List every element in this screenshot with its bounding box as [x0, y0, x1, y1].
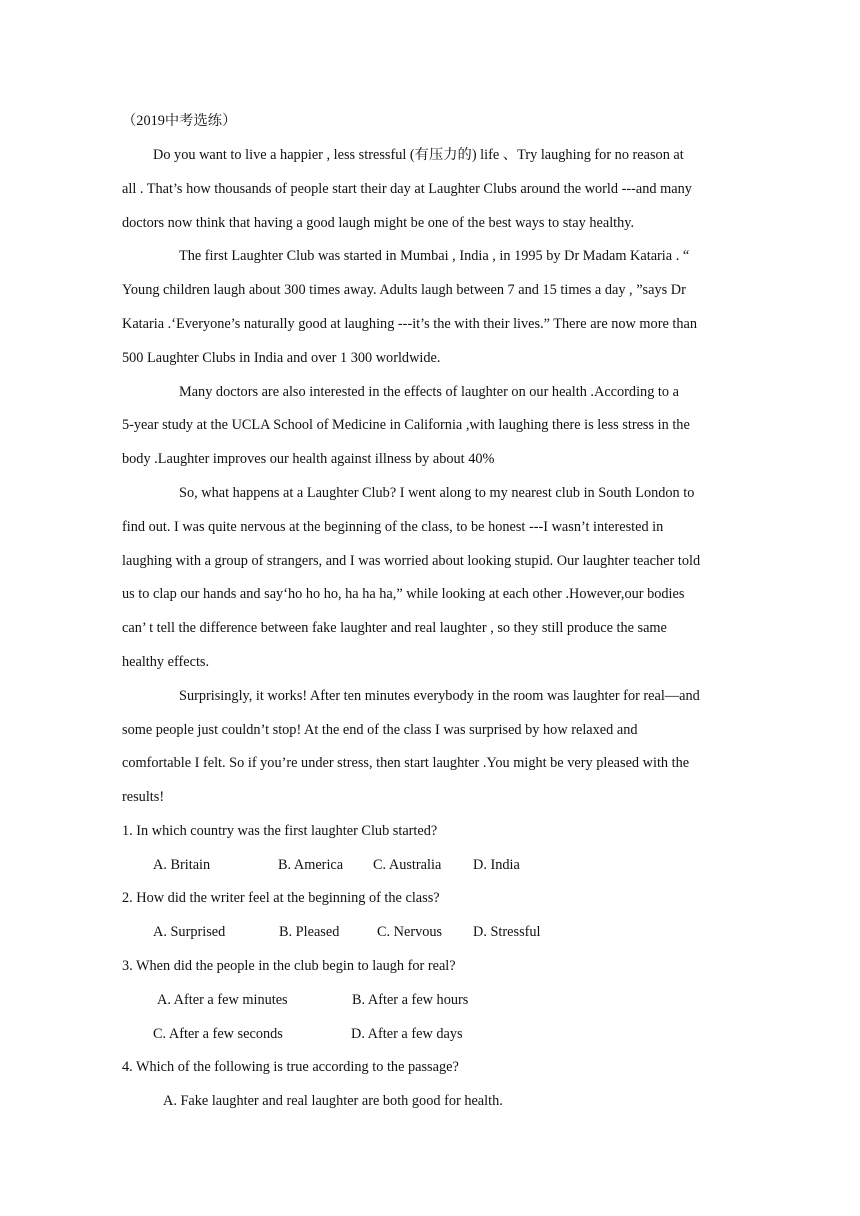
passage-line: some people just couldn’t stop! At the end of the class I was surprised by how relaxed and [122, 722, 638, 738]
passage-line: all . That’s how thousands of people start their day at Laughter Clubs around the world ---and many [122, 181, 692, 197]
option-d: D. Stressful [473, 924, 541, 940]
passage-line: doctors now think that having a good laugh might be one of the best ways to stay healthy. [122, 215, 635, 231]
option-a: A. Fake laughter and real laughter are both good for health. [163, 1093, 503, 1109]
option-a: A. After a few minutes [157, 992, 288, 1008]
passage-line: body .Laughter improves our health against illness by about 40% [122, 451, 495, 467]
passage-line: Surprisingly, it works! After ten minutes everybody in the room was laughter for real—and [179, 688, 700, 704]
option-d: D. India [473, 857, 520, 873]
passage-line: 500 Laughter Clubs in India and over 1 300 worldwide. [122, 350, 441, 366]
passage-line: So, what happens at a Laughter Club? I went along to my nearest club in South London to [179, 485, 695, 501]
option-a: A. Britain [153, 857, 211, 873]
passage-line: The first Laughter Club was started in Mumbai , India , in 1995 by Dr Madam Kataria . “ [179, 248, 690, 264]
option-b: B. After a few hours [352, 992, 469, 1008]
option-c: C. Australia [373, 857, 442, 873]
passage-line: Kataria .‘Everyone’s naturally good at laughing ---it’s the with their lives.” There are now more than [122, 316, 697, 332]
passage-line: laughing with a group of strangers, and I was worried about looking stupid. Our laughter teacher told [122, 553, 701, 569]
question-stem: 1. In which country was the first laughter Club started? [122, 823, 438, 839]
passage-line: 5-year study at the UCLA School of Medicine in California ,with laughing there is less stress in the [122, 417, 690, 433]
option-b: B. America [278, 857, 344, 873]
passage-line: healthy effects. [122, 654, 210, 670]
option-b: B. Pleased [279, 924, 340, 940]
option-c: C. Nervous [377, 924, 443, 940]
option-a: A. Surprised [153, 924, 226, 940]
section-header: （2019中考选练） [122, 113, 237, 129]
passage-line: Many doctors are also interested in the effects of laughter on our health .According to a [179, 384, 679, 400]
option-d: D. After a few days [351, 1026, 463, 1042]
question-stem: 2. How did the writer feel at the beginning of the class? [122, 890, 440, 906]
passage-line: us to clap our hands and say‘ho ho ho, ha ha ha,” while looking at each other .However,our bodies [122, 586, 685, 602]
question-stem: 4. Which of the following is true according to the passage? [122, 1059, 459, 1075]
passage-line: find out. I was quite nervous at the beginning of the class, to be honest ---I wasn’t interested in [122, 519, 664, 535]
passage-line: comfortable I felt. So if you’re under stress, then start laughter .You might be very pleased with the [122, 755, 690, 771]
passage-line: Young children laugh about 300 times away. Adults laugh between 7 and 15 times a day , ”says Dr [122, 282, 686, 298]
question-stem: 3. When did the people in the club begin to laugh for real? [122, 958, 456, 974]
passage-line: results! [122, 789, 165, 805]
passage-line: can’ t tell the difference between fake laughter and real laughter , so they still produce the same [122, 620, 667, 636]
passage-line: Do you want to live a happier , less stressful (有压力的) life 、Try laughing for no reason at [153, 147, 684, 163]
option-c: C. After a few seconds [153, 1026, 283, 1042]
